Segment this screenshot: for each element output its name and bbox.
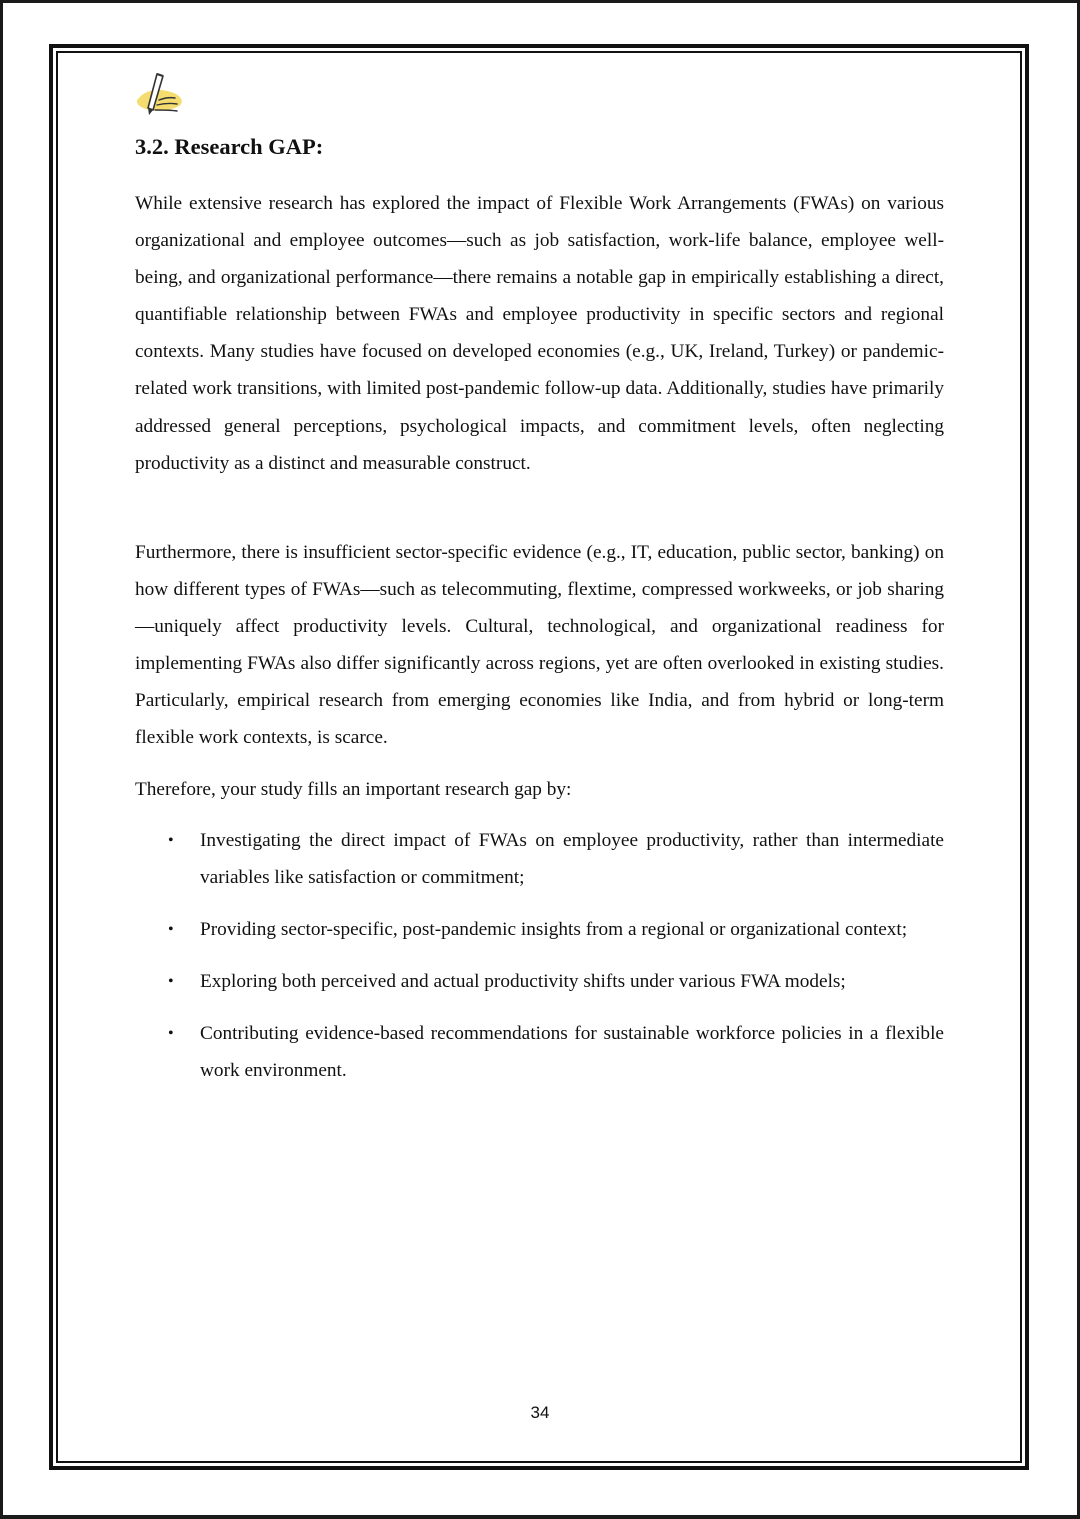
list-item bbox=[135, 822, 944, 896]
list-item bbox=[135, 963, 944, 1000]
list-item-text: Exploring both perceived and actual productivity shifts under various FWA models; bbox=[200, 971, 846, 993]
paragraph-research-gap-intro: While extensive research has explored the impact of Flexible Work Arrangements (FWAs) on various organizational and employee outcomes—such as job satisfaction, work-life balance, employee well-being, and organizational performance—there remains a notable gap in empirically establishing a direct, quantifiable relationship between FWAs and employee productivity in specific sectors and regional contexts. Many studies have focused on developed economies (e.g., UK, Ireland, Turkey) or pandemic-related work transitions, with limited post-pandemic follow-up data. Additionally, studies have primarily addressed general perceptions, psychological impacts, and commitment levels, often neglecting productivity as a distinct and measurable construct. bbox=[135, 193, 944, 474]
bullet-icon: • bbox=[168, 973, 174, 991]
contribution-list bbox=[135, 822, 944, 1105]
pen-writing-icon bbox=[135, 70, 187, 118]
bullet-icon: • bbox=[168, 1025, 174, 1043]
section-heading: 3.2. Research GAP: bbox=[135, 134, 324, 159]
list-item bbox=[135, 911, 944, 948]
list-item-text: Investigating the direct impact of FWAs on employee productivity, rather than intermediate variables like satisfaction or commitment; bbox=[200, 830, 944, 889]
list-item-text: Contributing evidence-based recommendations for sustainable workforce policies in a flexible work environment. bbox=[200, 1023, 944, 1082]
scan-edge-top bbox=[0, 0, 1080, 3]
list-item bbox=[135, 1015, 944, 1089]
paragraph-study-contribution: Therefore, your study fills an important research gap by: bbox=[135, 779, 572, 800]
paragraph-sector-evidence: Furthermore, there is insufficient sector-specific evidence (e.g., IT, education, public sector, banking) on how different types of FWAs—such as telecommuting, flextime, compressed workweeks, or job sharing—uniquely affect productivity levels. Cultural, technological, and organizational readiness for implementing FWAs also differ significantly across regions, yet are often overlooked in existing studies. Particularly, empirical research from emerging economies like India, and from hybrid or long-term flexible work contexts, is scarce. bbox=[135, 542, 944, 749]
bullet-icon: • bbox=[168, 921, 174, 939]
bullet-icon: • bbox=[168, 832, 174, 849]
scan-edge-left bbox=[0, 0, 3, 1519]
list-item-text: Providing sector-specific, post-pandemic insights from a regional or organizational context; bbox=[200, 919, 908, 941]
scan-edge-bottom bbox=[0, 1515, 1080, 1519]
page-number: 34 bbox=[530, 1403, 550, 1422]
